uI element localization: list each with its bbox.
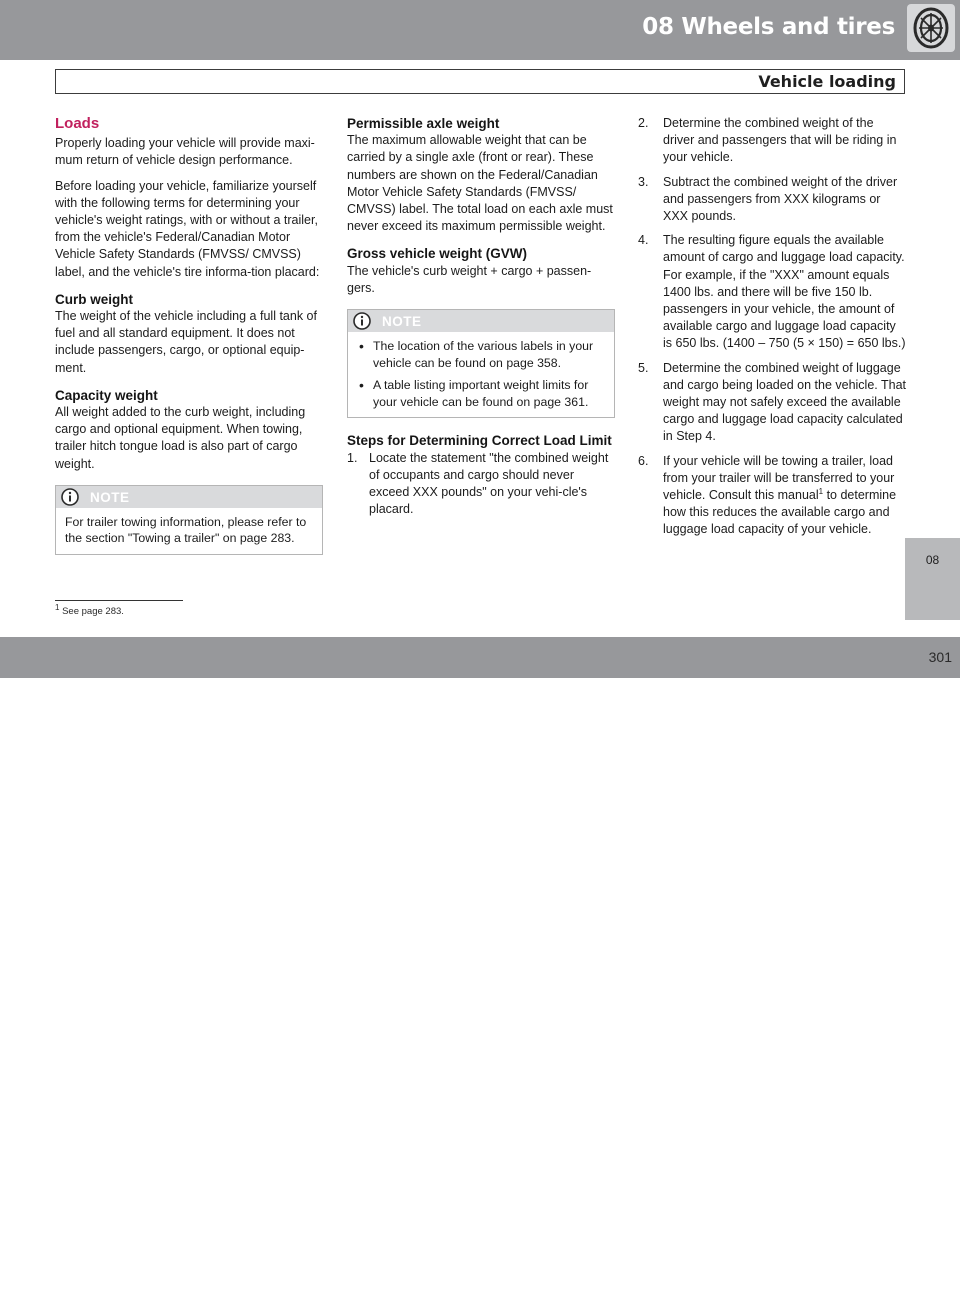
column-right [638,115,908,546]
footnote-text: See page 283. [62,606,124,617]
step-item [638,453,908,539]
note-header [56,486,322,508]
note-title: NOTE [382,314,422,330]
step-text: Locate the statement "the combined weight of occupants and cargo should never exceed XXX pounds" on your vehi-cle's placard. [369,450,609,517]
note-body: For trailer towing information, please refer to the section "Towing a trailer" on page 283. [65,514,307,546]
section-title: Vehicle loading [758,72,896,91]
watermark: carmanualsonline.info [575,1282,874,1312]
page-number: 301 [928,649,952,665]
chapter-header [0,0,960,60]
info-icon [61,488,79,506]
step-number: 5. [638,360,649,375]
axle-weight-text: The maximum allowable weight that can be carried by a single axle (front or rear). These numbers are shown on the Federal/Canadian Motor Vehicle Safety Standards (FMVSS/ CMVSS) label. The total load on each axle must never exceed its maximum permissible weight. [347,133,613,234]
steps-list-start [347,450,615,519]
gvw-heading: Gross vehicle weight (GVW) [347,246,528,262]
note-list-item: • A table listing important weight limits for your vehicle can be found on page 361. [357,377,605,410]
footnote [55,602,124,617]
loads-paragraph-2: Before loading your vehicle, familiarize yourself with the following terms for determining your vehicle's weight ratings, with or without a trailer, from the vehicle's Federal/Canadian Motor Vehicle Safety Standards (FMVSS/ CMVSS) label, and the vehicle's tire informa-tion placard: [55,178,320,279]
wheel-icon [907,4,955,52]
column-middle [347,115,615,525]
footnote-marker[interactable]: 1 [818,486,824,496]
step-number: 6. [638,453,649,468]
chapter-title: 08 Wheels and tires [642,14,895,40]
footnote-rule [55,600,183,601]
side-tab-label: 08 [925,553,940,567]
step-item [638,232,908,352]
steps-list-continued [638,115,908,539]
loads-paragraph-1: Properly loading your vehicle will provide maxi-mum return of vehicle design performance. [55,136,315,168]
step-item [638,115,908,167]
steps-heading: Steps for Determining Correct Load Limit [347,433,612,449]
step-item [347,450,615,519]
note-box-towing [55,485,323,555]
curb-weight-text: The weight of the vehicle including a full tank of fuel and all standard equipment. It does not include passengers, cargo, or optional equip-ment. [55,309,317,375]
step-number: 4. [638,233,649,248]
info-icon [353,312,371,330]
step-number: 2. [638,116,649,130]
step-text-pre: If your vehicle will be towing a trailer, load from your trailer will be transferred to your vehicle. Consult this manual [663,453,895,503]
note-list-item: • The location of the various labels in your vehicle can be found on page 358. [357,338,605,371]
step-text: Determine the combined weight of luggage and cargo being loaded on the vehicle. That weight may not safely exceed the available cargo and luggage load capacity calculated in Step 4. [663,360,907,444]
step-item [638,360,908,446]
note-body [348,332,614,417]
loads-heading: Loads [55,115,100,132]
section-bar [55,69,905,94]
curb-weight-heading: Curb weight [55,291,133,307]
note-title: NOTE [90,489,130,505]
page-footer [0,637,960,1312]
step-number: 3. [638,174,649,189]
footnote-number: 1 [55,602,60,612]
note-box-labels [347,309,615,418]
capacity-weight-text: All weight added to the curb weight, including cargo and optional equipment. When towing, trailer hitch tongue load is also part of cargo weight. [55,405,306,471]
capacity-weight-heading: Capacity weight [55,387,158,403]
step-item [638,174,908,226]
column-left [55,115,323,567]
gvw-text: The vehicle's curb weight + cargo + passen-gers. [347,263,592,295]
step-text: Determine the combined weight of the driver and passengers that will be riding in your vehicle. [663,116,897,165]
step-text: The resulting figure equals the available amount of cargo and luggage load capacity. For example, if the "XXX" amount equals 1400 lbs. and there will be five 150 lb. passengers in your vehicle, the amount of available cargo and luggage load capacity is 650 lbs. (1400 – 750 (5 × 150) = 650 lbs.) [663,233,906,351]
note-header [348,310,614,332]
chapter-side-tab[interactable] [905,538,960,620]
step-text: Subtract the combined weight of the driver and passengers from XXX kilograms or XXX pounds. [663,174,898,224]
step-number: 1. [347,450,358,465]
axle-weight-heading: Permissible axle weight [347,116,500,131]
step-text-post: to determine how this reduces the available cargo and luggage load capacity of your vehicle. [663,488,897,537]
